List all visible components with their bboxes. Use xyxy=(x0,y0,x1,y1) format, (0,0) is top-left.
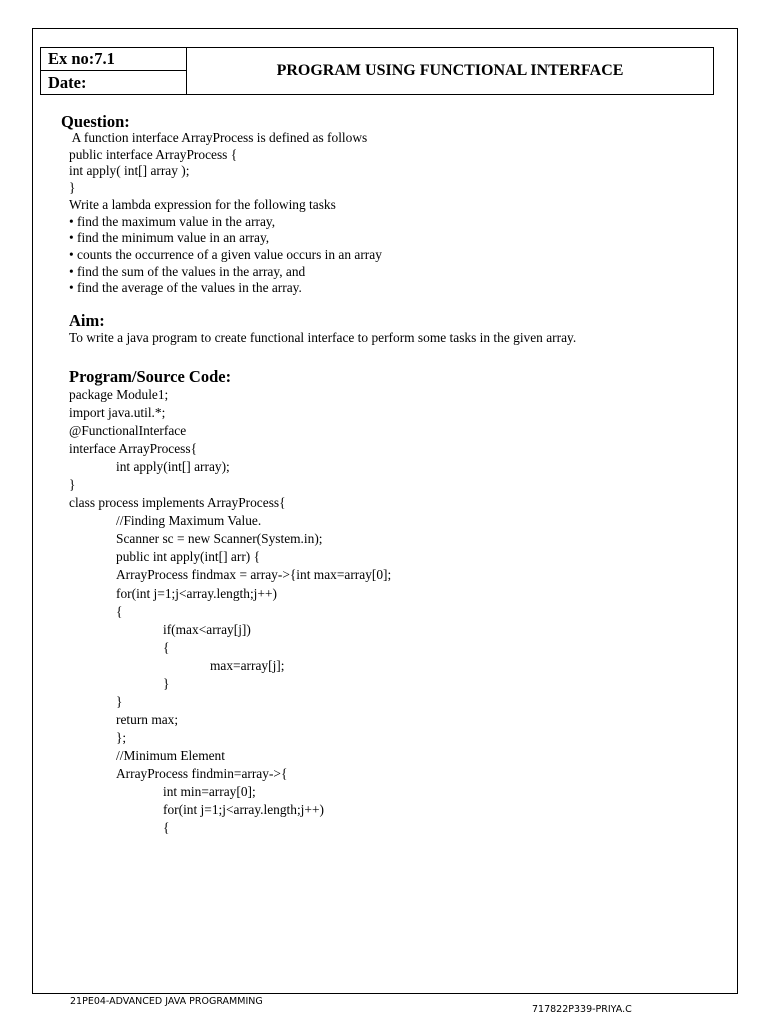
question-text xyxy=(69,130,382,297)
exercise-number: Ex no:7.1 xyxy=(48,49,115,68)
header-left-cell xyxy=(41,48,187,94)
code-line: interface ArrayProcess{ xyxy=(69,441,198,457)
code-line: int min=array[0]; xyxy=(163,784,256,800)
code-line: } xyxy=(69,477,76,493)
code-line: if(max<array[j]) xyxy=(163,621,251,637)
code-line: //Finding Maximum Value. xyxy=(116,513,262,529)
code-line: package Module1; xyxy=(69,387,169,402)
code-line: //Minimum Element xyxy=(116,747,225,763)
question-line: int apply( int[] array ); xyxy=(69,163,190,179)
code-line: ArrayProcess findmin=array->{ xyxy=(116,765,288,781)
aim-heading: Aim: xyxy=(69,311,105,330)
question-line: } xyxy=(69,180,76,196)
program-heading: Program/Source Code: xyxy=(69,367,232,386)
code-line: for(int j=1;j<array.length;j++) xyxy=(163,802,324,818)
footer-student: 717822P339-PRIYA.C xyxy=(532,1004,632,1015)
footer-course: 21PE04-ADVANCED JAVA PROGRAMMING xyxy=(70,996,263,1007)
code-line: class process implements ArrayProcess{ xyxy=(69,495,286,511)
code-line: } xyxy=(163,675,170,691)
question-bullet: • find the maximum value in the array, xyxy=(69,213,276,229)
code-line: public int apply(int[] arr) { xyxy=(116,549,261,565)
code-line: { xyxy=(163,639,170,655)
source-code xyxy=(69,386,391,837)
code-line: import java.util.*; xyxy=(69,405,166,421)
question-line: Write a lambda expression for the following tasks xyxy=(69,196,336,212)
code-line: @FunctionalInterface xyxy=(69,423,187,439)
code-line: { xyxy=(163,820,170,836)
header-table xyxy=(40,47,714,95)
question-heading: Question: xyxy=(61,112,130,131)
code-line: Scanner sc = new Scanner(System.in); xyxy=(116,531,323,547)
code-line: for(int j=1;j<array.length;j++) xyxy=(116,585,277,601)
code-line: int apply(int[] array); xyxy=(116,459,230,475)
question-bullet: • find the average of the values in the array. xyxy=(69,280,302,296)
question-line: public interface ArrayProcess { xyxy=(69,146,238,162)
code-line: }; xyxy=(116,729,127,745)
aim-text: To write a java program to create functional interface to perform some tasks in the given array. xyxy=(69,330,577,345)
code-line: } xyxy=(116,693,123,709)
header-divider xyxy=(41,70,186,71)
code-line: ArrayProcess findmax = array->{int max=array[0]; xyxy=(116,567,392,583)
question-line: A function interface ArrayProcess is defined as follows xyxy=(69,130,368,145)
code-line: max=array[j]; xyxy=(210,657,285,673)
date-label: Date: xyxy=(48,73,87,92)
question-bullet: • counts the occurrence of a given value occurs in an array xyxy=(69,246,382,262)
question-bullet: • find the minimum value in an array, xyxy=(69,230,270,246)
question-bullet: • find the sum of the values in the array, and xyxy=(69,263,306,279)
code-line: return max; xyxy=(116,711,179,727)
page-title: PROGRAM USING FUNCTIONAL INTERFACE xyxy=(276,62,624,79)
code-line: { xyxy=(116,603,123,619)
